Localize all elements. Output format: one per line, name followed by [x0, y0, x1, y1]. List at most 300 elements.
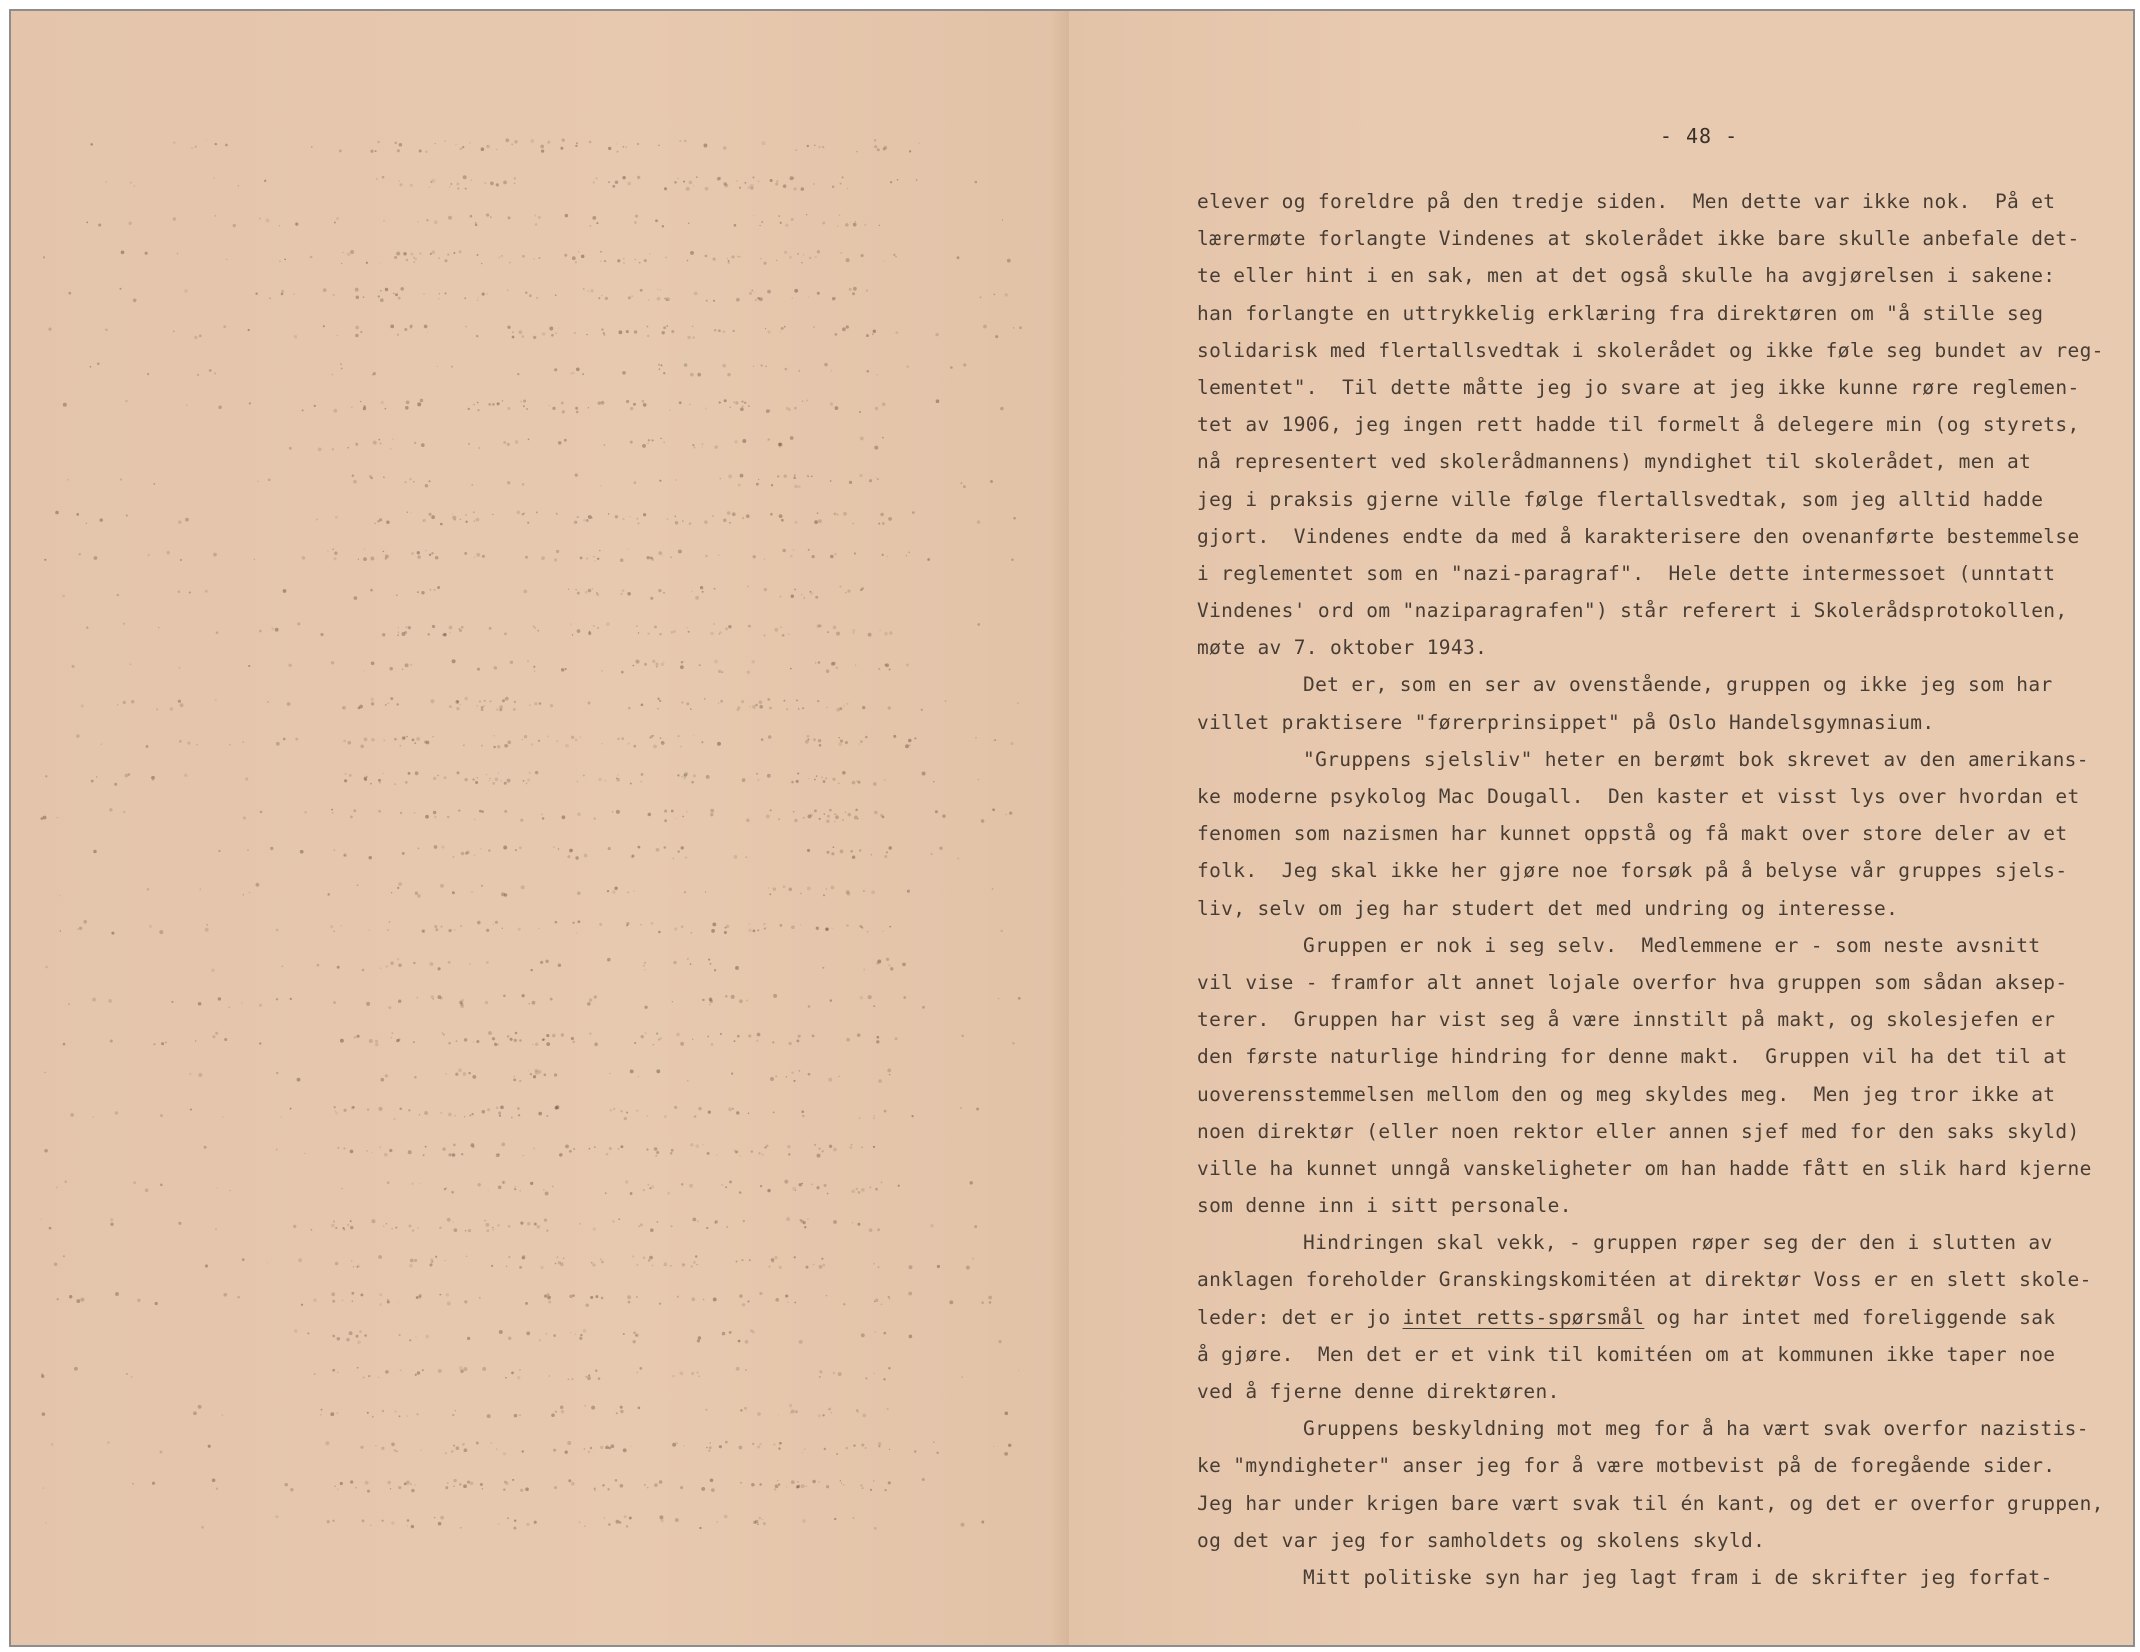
speckle	[740, 407, 744, 411]
speckle	[819, 1370, 822, 1373]
speckle	[56, 1186, 58, 1188]
speckle	[430, 1258, 433, 1261]
speckle	[789, 256, 792, 259]
speckle	[371, 662, 375, 666]
speckle	[601, 1297, 604, 1300]
speckle	[583, 774, 585, 776]
speckle	[859, 474, 862, 477]
speckle	[499, 1114, 501, 1116]
speckle	[676, 1033, 680, 1037]
speckle	[331, 1224, 335, 1228]
speckle	[775, 1076, 776, 1077]
speckle	[407, 512, 408, 513]
speckle	[512, 332, 513, 333]
speckle	[398, 1038, 401, 1041]
speckle	[855, 809, 858, 812]
speckle	[660, 289, 661, 290]
speckle	[488, 1189, 489, 1190]
speckle	[395, 1411, 397, 1413]
speckle	[79, 927, 82, 930]
speckle	[442, 634, 444, 636]
speckle	[534, 1223, 537, 1226]
speckle	[385, 704, 387, 706]
speckle	[459, 250, 462, 253]
speckle	[520, 1489, 523, 1492]
speckle	[484, 182, 486, 184]
speckle	[972, 1257, 974, 1259]
speckle	[145, 252, 148, 255]
speckle	[698, 1107, 702, 1111]
speckle	[841, 1483, 842, 1484]
speckle	[725, 627, 728, 630]
speckle	[389, 667, 392, 670]
speckle	[664, 297, 666, 299]
speckle	[869, 1228, 873, 1232]
speckle	[300, 850, 304, 854]
speckle	[535, 771, 539, 775]
speckle	[804, 1226, 806, 1228]
speckle	[454, 519, 456, 521]
speckle	[756, 483, 759, 486]
speckle	[507, 740, 511, 744]
speckle	[673, 858, 675, 860]
speckle	[423, 293, 425, 295]
speckle	[313, 1298, 317, 1302]
speckle	[488, 1031, 492, 1035]
speckle	[249, 402, 251, 404]
speckle	[314, 1373, 316, 1375]
speckle	[390, 962, 393, 965]
speckle	[412, 739, 415, 742]
speckle	[496, 183, 499, 186]
speckle	[449, 632, 450, 633]
speckle	[791, 1072, 793, 1074]
speckle	[725, 927, 727, 929]
speckle	[585, 591, 588, 594]
text-line: elever og foreldre på den tredje siden. Men dette var ikke nok. På et	[1197, 190, 2056, 213]
text-line: ke moderne psykolog Mac Dougall. Den kaster et visst lys over hvordan et	[1197, 785, 2080, 808]
speckle	[895, 256, 896, 257]
speckle	[453, 252, 455, 254]
speckle	[545, 960, 548, 963]
speckle	[770, 513, 773, 516]
speckle	[399, 1415, 401, 1417]
speckle	[421, 443, 425, 447]
speckle	[661, 741, 663, 743]
speckle	[435, 1256, 437, 1258]
speckle	[831, 662, 835, 666]
speckle	[813, 738, 816, 741]
speckle	[481, 745, 483, 747]
speckle	[434, 925, 437, 928]
speckle	[771, 1258, 775, 1262]
speckle	[390, 325, 394, 329]
speckle	[446, 1073, 447, 1074]
speckle	[364, 1334, 367, 1337]
speckle	[794, 588, 796, 590]
speckle	[921, 709, 923, 711]
speckle	[1008, 1444, 1011, 1447]
speckle	[391, 1522, 394, 1525]
speckle	[395, 293, 398, 296]
speckle	[414, 742, 416, 744]
speckle	[650, 1228, 654, 1232]
speckle	[889, 1449, 890, 1450]
speckle	[556, 740, 558, 742]
speckle	[758, 180, 760, 182]
speckle	[615, 180, 618, 183]
speckle	[498, 1112, 501, 1115]
speckle	[447, 253, 449, 255]
speckle	[307, 1332, 309, 1334]
speckle	[382, 773, 384, 775]
speckle	[41, 1375, 44, 1378]
text-line: solidarisk med flertallsvedtak i skolerådet og ikke føle seg bundet av reg-	[1197, 338, 2104, 362]
speckle	[635, 214, 638, 217]
speckle	[453, 1143, 456, 1146]
speckle	[477, 299, 479, 301]
speckle	[268, 478, 271, 481]
speckle	[753, 1521, 756, 1524]
speckle	[538, 740, 540, 742]
speckle	[427, 332, 428, 333]
text-line: fenomen som nazismen har kunnet oppstå og få makt over store deler av et	[1197, 822, 2068, 846]
speckle	[435, 143, 436, 144]
speckle	[630, 1446, 631, 1447]
speckle	[627, 592, 631, 596]
speckle	[478, 447, 480, 449]
speckle	[794, 474, 796, 476]
speckle	[1010, 742, 1013, 745]
speckle	[791, 781, 794, 784]
speckle	[570, 1332, 571, 1333]
speckle	[515, 1186, 516, 1187]
speckle	[302, 556, 305, 559]
speckle	[838, 737, 839, 738]
speckle	[835, 816, 839, 820]
speckle	[689, 522, 692, 525]
speckle	[687, 627, 689, 629]
speckle	[131, 1376, 132, 1377]
speckle	[391, 1442, 395, 1446]
speckle	[831, 852, 834, 855]
speckle	[752, 705, 755, 708]
speckle	[503, 994, 506, 997]
speckle	[531, 743, 534, 746]
speckle	[767, 439, 768, 440]
speckle	[627, 549, 628, 550]
speckle	[758, 1152, 760, 1154]
speckle	[832, 778, 835, 781]
speckle	[687, 1080, 689, 1082]
speckle	[532, 625, 534, 627]
speckle	[761, 365, 763, 367]
speckle	[390, 448, 391, 449]
speckle	[651, 558, 654, 561]
speckle	[845, 223, 849, 227]
speckle	[450, 183, 452, 185]
speckle	[526, 408, 528, 410]
speckle	[551, 334, 554, 337]
speckle	[860, 1484, 862, 1486]
speckle	[644, 1006, 647, 1009]
speckle	[666, 325, 668, 327]
speckle	[737, 1035, 740, 1038]
speckle	[544, 1295, 547, 1298]
speckle	[508, 216, 511, 219]
speckle	[707, 1036, 709, 1038]
speckle	[813, 1263, 815, 1265]
speckle	[536, 1225, 540, 1229]
speckle	[387, 1481, 390, 1484]
speckle	[593, 1227, 596, 1230]
text-line: nå representert ved skolerådmannens) myndighet til skolerådet, men at	[1197, 450, 2032, 474]
speckle	[860, 740, 863, 743]
speckle	[196, 744, 198, 746]
speckle	[129, 222, 132, 225]
speckle	[579, 1223, 580, 1224]
speckle	[355, 288, 359, 292]
speckle	[732, 330, 734, 332]
speckle	[492, 1228, 494, 1230]
speckle	[431, 552, 433, 554]
speckle	[878, 1442, 882, 1446]
speckle	[178, 520, 182, 524]
speckle	[737, 256, 739, 258]
speckle	[622, 589, 625, 592]
speckle	[830, 886, 834, 890]
speckle	[394, 142, 396, 144]
speckle	[477, 777, 478, 778]
speckle	[976, 1108, 979, 1111]
speckle	[400, 812, 402, 814]
speckle	[464, 297, 466, 299]
speckle	[800, 893, 802, 895]
speckle	[147, 554, 150, 557]
speckle	[744, 402, 746, 404]
speckle	[575, 521, 577, 523]
speckle	[712, 922, 716, 926]
speckle	[387, 1300, 390, 1303]
speckle	[553, 1449, 556, 1452]
speckle	[160, 1183, 163, 1186]
speckle	[430, 181, 432, 183]
speckle	[337, 1488, 339, 1490]
speckle	[343, 1227, 345, 1229]
speckle	[370, 783, 372, 785]
speckle	[813, 326, 815, 328]
speckle	[590, 289, 593, 292]
speckle	[444, 776, 447, 779]
speckle	[534, 702, 537, 705]
speckle	[1013, 517, 1015, 519]
speckle	[226, 258, 228, 260]
speckle	[442, 1147, 445, 1150]
speckle	[681, 701, 683, 703]
speckle	[215, 215, 216, 216]
speckle	[688, 631, 690, 633]
speckle	[691, 591, 693, 593]
speckle	[708, 1450, 710, 1452]
speckle	[729, 406, 730, 407]
speckle	[546, 1042, 550, 1046]
speckle	[808, 1005, 811, 1008]
speckle	[696, 1264, 697, 1265]
speckle	[762, 1519, 763, 1520]
speckle	[853, 223, 857, 227]
speckle	[442, 1032, 444, 1034]
speckle	[501, 255, 503, 257]
speckle	[819, 818, 821, 820]
speckle	[398, 632, 400, 634]
speckle	[719, 401, 721, 403]
speckle	[554, 1073, 557, 1076]
speckle	[490, 1442, 492, 1444]
speckle	[736, 1367, 740, 1371]
speckle	[337, 1372, 338, 1373]
speckle	[525, 556, 528, 559]
speckle	[873, 1146, 875, 1148]
speckle	[347, 1224, 349, 1226]
speckle	[801, 1110, 804, 1113]
speckle	[963, 363, 966, 366]
speckle	[331, 809, 333, 811]
speckle	[560, 1406, 564, 1410]
speckle	[595, 1295, 598, 1298]
speckle	[707, 1152, 710, 1155]
speckle	[776, 180, 778, 182]
speckle	[406, 400, 410, 404]
speckle	[275, 1515, 278, 1518]
speckle	[782, 634, 785, 637]
speckle	[874, 811, 878, 815]
speckle	[410, 184, 413, 187]
speckle	[847, 590, 850, 593]
speckle	[480, 1483, 483, 1486]
speckle	[60, 930, 61, 931]
speckle	[902, 962, 906, 966]
speckle	[792, 1187, 796, 1191]
speckle	[627, 1295, 631, 1299]
speckle	[185, 518, 189, 522]
speckle	[852, 1517, 854, 1519]
speckle	[515, 849, 517, 851]
speckle	[408, 1109, 410, 1111]
speckle	[408, 772, 411, 775]
speckle	[872, 333, 874, 335]
speckle	[355, 442, 356, 443]
speckle	[470, 1115, 472, 1117]
speckle	[224, 1038, 227, 1041]
speckle	[342, 706, 346, 710]
speckle	[615, 1520, 619, 1524]
speckle	[159, 930, 163, 934]
speckle	[333, 1001, 336, 1004]
speckle	[933, 781, 934, 782]
speckle	[481, 885, 483, 887]
speckle	[145, 1188, 149, 1192]
speckle	[654, 1483, 658, 1487]
speckle	[569, 849, 573, 853]
speckle	[742, 517, 744, 519]
speckle	[663, 372, 665, 374]
speckle	[700, 586, 703, 589]
speckle	[452, 1153, 456, 1157]
speckle	[739, 256, 741, 258]
speckle	[728, 474, 732, 478]
speckle	[57, 817, 58, 818]
speckle	[516, 511, 520, 515]
speckle	[283, 589, 287, 593]
speckle	[815, 662, 816, 663]
speckle	[472, 778, 474, 780]
speckle	[332, 1300, 335, 1303]
speckle	[833, 1148, 837, 1152]
text-line: møte av 7. oktober 1943.	[1197, 636, 1488, 660]
speckle	[63, 1255, 65, 1257]
speckle	[267, 701, 269, 703]
speckle	[763, 923, 765, 925]
speckle	[1012, 1042, 1014, 1044]
speckle	[870, 1489, 872, 1491]
speckle	[408, 1150, 412, 1154]
speckle	[490, 700, 492, 702]
speckle	[922, 1006, 925, 1009]
speckle	[777, 1480, 778, 1481]
speckle	[330, 1412, 334, 1416]
speckle	[357, 1035, 360, 1038]
speckle	[874, 1301, 875, 1302]
speckle	[417, 1371, 420, 1374]
speckle	[905, 744, 909, 748]
speckle	[482, 293, 485, 296]
speckle	[325, 1441, 329, 1445]
speckle	[774, 1256, 777, 1259]
speckle	[709, 963, 711, 965]
speckle	[749, 1259, 751, 1261]
speckle	[843, 1484, 845, 1486]
speckle	[217, 1188, 218, 1189]
speckle	[173, 331, 175, 333]
speckle	[888, 1296, 890, 1298]
speckle	[908, 1292, 912, 1296]
speckle	[842, 327, 846, 331]
speckle	[533, 1075, 536, 1078]
speckle	[786, 1486, 788, 1488]
speckle	[364, 548, 366, 550]
speckle	[897, 179, 899, 181]
speckle	[764, 928, 766, 930]
speckle	[200, 888, 201, 889]
speckle	[55, 511, 59, 515]
speckle	[455, 1073, 458, 1076]
speckle	[517, 1107, 519, 1109]
speckle	[702, 999, 705, 1002]
speckle	[310, 256, 313, 259]
speckle	[661, 331, 664, 334]
speckle	[1005, 293, 1008, 296]
speckle	[354, 1036, 357, 1039]
speckle	[93, 850, 96, 853]
speckle	[779, 1442, 782, 1445]
speckle	[411, 552, 414, 555]
speckle	[702, 591, 704, 593]
speckle	[115, 1292, 119, 1296]
speckle	[684, 891, 686, 893]
speckle	[350, 815, 353, 818]
speckle	[446, 1293, 449, 1296]
speckle	[97, 362, 100, 365]
